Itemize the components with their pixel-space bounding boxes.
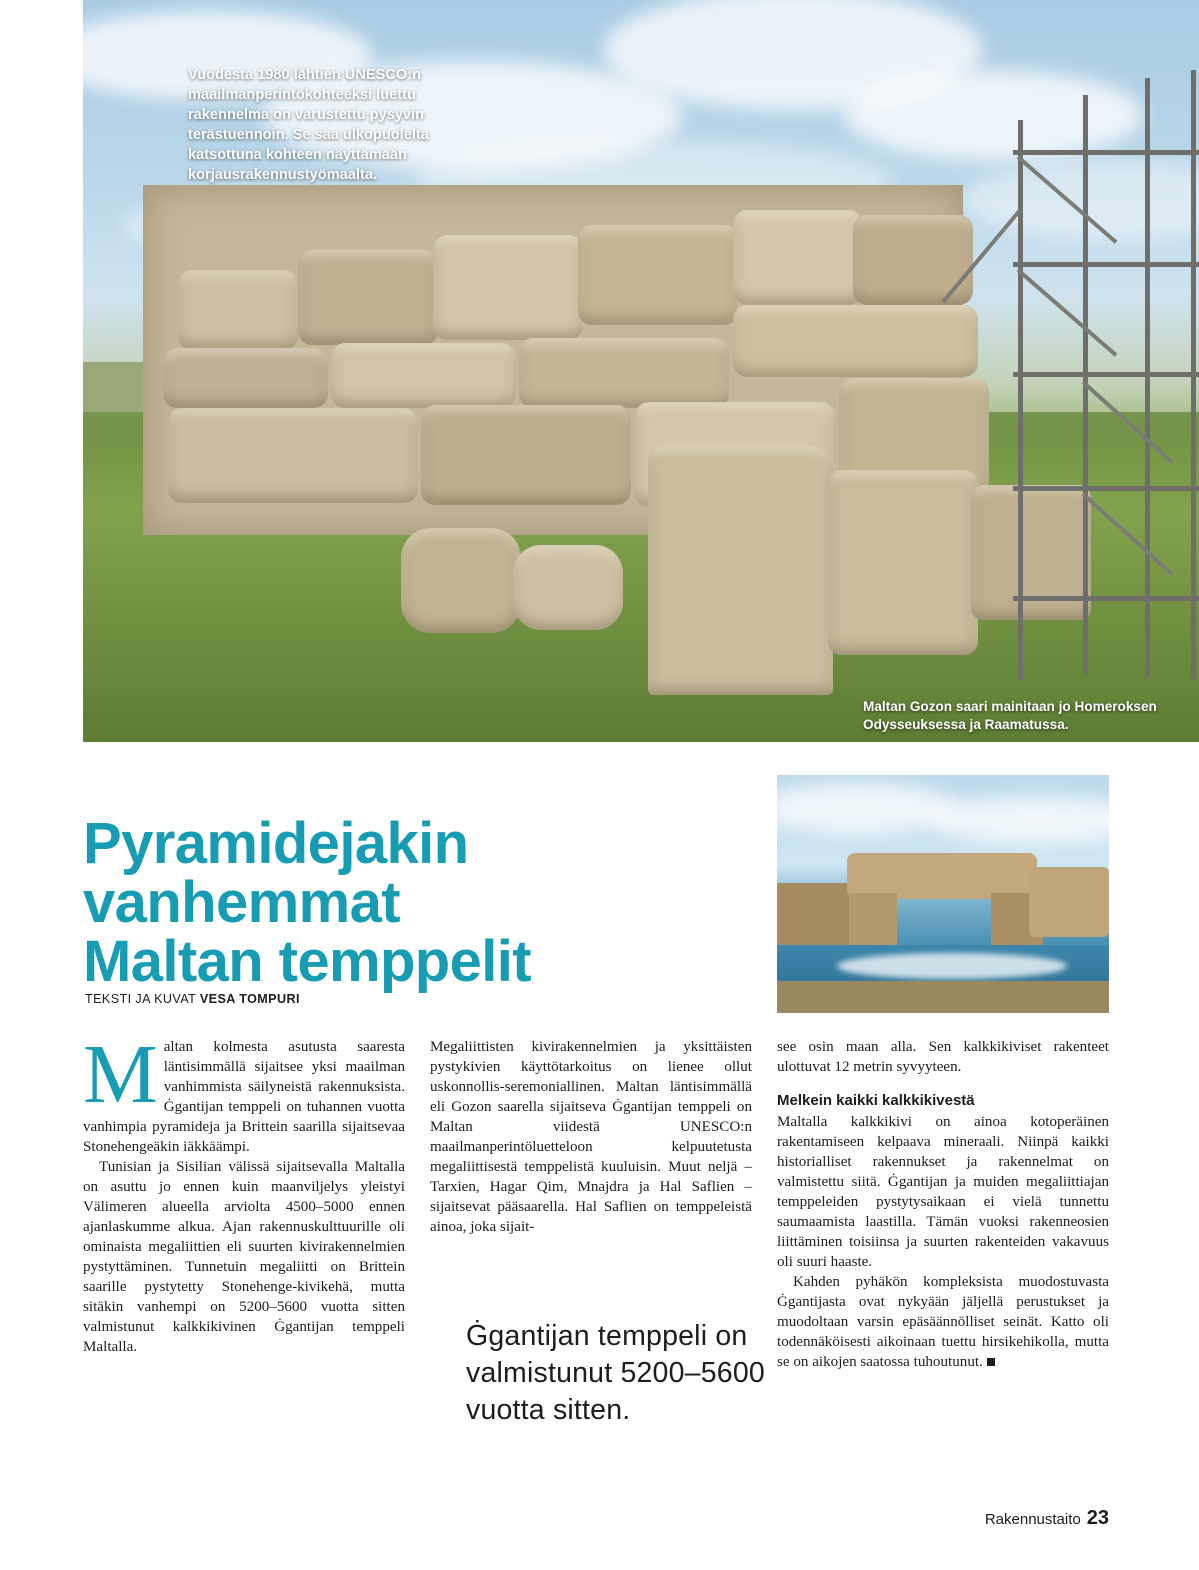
pull-quote: Ġgantijan temppeli on valmistunut 5200–5600 vuotta sitten. (466, 1320, 765, 1427)
stone-block (163, 348, 328, 408)
publication-name: Rakennustaito (984, 1511, 1081, 1528)
hero-photo (83, 0, 1199, 742)
scaffold-rail (1013, 372, 1199, 377)
drop-cap: M (83, 1028, 158, 1121)
paragraph (777, 1273, 1109, 1373)
stone-block (331, 343, 516, 408)
byline-prefix: TEKSTI JA KUVAT (85, 992, 200, 1006)
hero-top-caption: Vuodesta 1980 lähtien UNESCO:n maailmanperintökohteeksi luettu rakennelma on varustettu pysyvin terästuennoin. Se saa ulkopuolelta katsottuna kohteen näyttämään korjausrakennustyömaalta. (188, 67, 429, 183)
cloud-shape (963, 160, 1199, 240)
scaffold-brace (1017, 268, 1118, 356)
foreground-rock (777, 981, 1109, 1013)
section-subheading: Melkein kaikki kalkkikivestä (777, 1091, 975, 1109)
stone-block (853, 215, 973, 305)
stone-block (298, 250, 438, 345)
byline (85, 992, 300, 1006)
stone-block (168, 408, 418, 503)
cloud-shape (843, 70, 1143, 160)
paragraph (83, 1028, 405, 1158)
paragraph: Maltalla kalkkikivi on ainoa kotoperäinen rakentamiseen kelpaava mineraali. Niinpä kaikki historialliset rakennukset ja rakennelmat on valmistettu siitä. Ġgantijan ja muiden megaliittiajan temppeleiden pystytysaikaan ei vielä tunnettu saumaamista laastilla. Tämän vuoksi rakenneosien liittäminen toisiinsa ja suurten rakenteiden vakavuus oli suuri haaste. (777, 1113, 1109, 1270)
standing-stone (648, 445, 833, 695)
byline-author: VESA TOMPURI (199, 992, 300, 1006)
body-column-1 (83, 1028, 405, 1358)
scaffold-rail (1013, 486, 1199, 491)
body-column-3 (777, 1038, 1109, 1373)
stone-block (578, 225, 738, 325)
boulder (401, 528, 521, 633)
cliff-right (1029, 867, 1109, 937)
paragraph-text: Kahden pyhäkön kompleksista muodostuvasta Ġgantijasta ovat nykyään jäljellä perustukset ja muodoltaan varsin epäsäännölliset seinät. Katto oli todennäköisesti aikoinaan tuettu hirsikehikolla, mutta se on aikojen saatossa tuhoutunut. (777, 1273, 1109, 1370)
scaffold-rail (1013, 262, 1199, 267)
scaffold-post (1145, 78, 1150, 678)
stone-block (421, 405, 631, 505)
paragraph: Tunisian ja Sisilian välissä sijaitsevalla Maltalla on asuttu jo ennen kuin maanviljelys yleistyi Välimeren alueella arviolta 4500–5000 ennen ajanlaskumme alkua. Ajan rakennuskulttuurille oli ominaista megaliittien eli suurten kivirakennelmien pystyttäminen. Tunnetuin megaliitti on Brittein saarille pystytetty Stonehenge-kivikehä, mutta sitäkin vanhempi on 5200–5600 vuotta sitten valmistunut kalkkikivinen Ġgantijan temppeli Maltalla. (83, 1158, 405, 1355)
standing-stone (828, 470, 978, 655)
stone-block (519, 338, 729, 408)
paragraph-text: altan kolmesta asutusta saaresta läntisimmällä sijaitsee yksi maailman vanhimmista säilyneistä rakennuksista. Ġgantijan temppeli on tuhannen vuotta vanhimpia pyramideja ja Brittein saarilla sijaitsevaa Stonehengeäkin iäkkäämpi. (83, 1039, 405, 1155)
page-title (83, 810, 743, 995)
paragraph: see osin maan alla. Sen kalkkikiviset rakenteet ulottuvat 12 metrin syvyyteen. (777, 1039, 1109, 1075)
page-number: 23 (1086, 1507, 1109, 1529)
end-mark (987, 1358, 995, 1366)
body-column-2 (430, 1038, 752, 1238)
hero-bottom-caption: Maltan Gozon saari mainitaan jo Homeroksen Odysseuksessa ja Raamatussa. (863, 699, 1157, 733)
scaffold-rail (1013, 596, 1199, 601)
headline-line-1: Pyramidejakin (83, 810, 469, 876)
stone-block (178, 270, 298, 350)
stone-block (733, 210, 863, 305)
stone-block (733, 305, 978, 377)
sea-foam (837, 953, 1067, 979)
cloud-shape (927, 797, 1109, 843)
paragraph: Megaliittisten kivirakennelmien ja yksittäisten pystykivien käyttötarkoitus on lienee ollut uskonnollis-seremoniallinen. Maltan läntisimmällä eli Gozon saarella sijaitseva Ġgantijan temppeli on Maltan viidestä UNESCO:n maailmanperintöluetteloon kelpuutetusta megaliittisestä temppelistä kuuluisin. Muut neljä – Tarxien, Hagar Qim, Mnajdra ja Hal Saflien – sijaitsevat pääsaarella. Hal Saflien on temppeleistä ainoa, joka sijait- (430, 1039, 752, 1235)
headline-line-2: vanhemmat (83, 870, 400, 936)
page-footer (985, 1507, 1109, 1530)
stone-block (433, 235, 583, 340)
boulder (513, 545, 623, 630)
azure-window-photo (777, 775, 1109, 1013)
scaffold-rail (1013, 150, 1199, 155)
headline-line-3: Maltan temppelit (83, 929, 531, 995)
